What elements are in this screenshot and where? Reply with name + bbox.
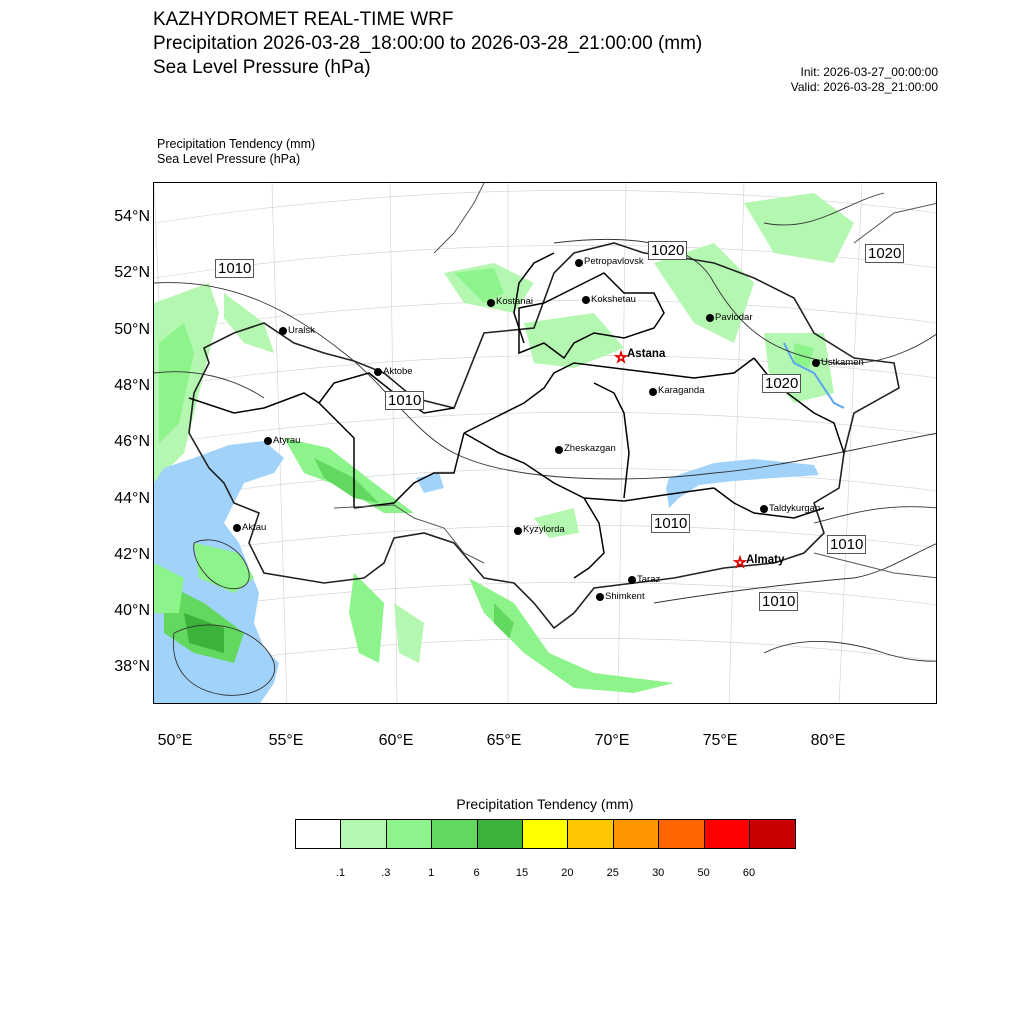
aral-sea <box>416 473 444 493</box>
capital-star-icon: ☆ <box>614 349 628 365</box>
city-label-ustkamen: Ustkamen <box>821 357 864 368</box>
city-label-taraz: Taraz <box>637 574 661 585</box>
colorbar-swatch <box>341 820 386 848</box>
graticule <box>154 183 937 704</box>
lon-label: 65°E <box>486 732 522 749</box>
lat-label: 48°N <box>114 377 150 394</box>
city-label-petropavlovsk: Petropavlovsk <box>584 256 644 267</box>
city-label-karaganda: Karaganda <box>658 385 705 396</box>
colorbar-tick-label: 60 <box>742 867 756 879</box>
city-marker <box>264 437 272 445</box>
chart-title-line1: KAZHYDROMET REAL-TIME WRF <box>153 9 454 30</box>
city-marker <box>596 593 604 601</box>
colorbar-swatch <box>478 820 523 848</box>
lat-label: 50°N <box>114 321 150 338</box>
colorbar-swatch <box>432 820 477 848</box>
city-label-shimkent: Shimkent <box>605 591 645 602</box>
lon-label: 80°E <box>810 732 846 749</box>
lat-label: 52°N <box>114 264 150 281</box>
city-label-almaty: Almaty <box>746 554 785 566</box>
isobar-label: 1020 <box>648 241 687 260</box>
colorbar-title: Precipitation Tendency (mm) <box>456 796 634 812</box>
city-label-pavlodar: Pavlodar <box>715 312 753 323</box>
colorbar-swatch <box>296 820 341 848</box>
isobars <box>154 193 937 695</box>
isobar-label: 1010 <box>385 391 424 410</box>
city-label-atyrau: Atyrau <box>273 435 301 446</box>
colorbar-swatch <box>614 820 659 848</box>
isobar-label: 1010 <box>215 259 254 278</box>
init-time: Init: 2026-03-27_00:00:00 <box>800 65 938 79</box>
isobar-label: 1010 <box>651 514 690 533</box>
colorbar-tick-label: 30 <box>652 867 665 879</box>
map-subtitle-precip: Precipitation Tendency (mm) <box>157 137 316 151</box>
valid-time: Valid: 2026-03-28_21:00:00 <box>790 80 938 94</box>
city-label-taldykurgan: Taldykurgan <box>769 503 821 514</box>
colorbar-tick-label: 15 <box>515 867 529 879</box>
city-label-aktau: Aktau <box>242 522 267 533</box>
colorbar-swatch <box>387 820 432 848</box>
city-marker <box>628 576 636 584</box>
lat-label: 44°N <box>114 490 150 507</box>
neighbour-borders <box>334 183 937 578</box>
city-marker <box>487 299 495 307</box>
lon-label: 70°E <box>594 732 630 749</box>
city-marker <box>514 527 522 535</box>
isobar-label: 1010 <box>759 592 798 611</box>
lon-label: 50°E <box>157 732 193 749</box>
map-canvas <box>154 183 937 704</box>
city-label-uralsk: Uralsk <box>288 325 315 336</box>
lat-label: 42°N <box>114 546 150 563</box>
city-marker <box>233 524 241 532</box>
city-marker <box>812 359 820 367</box>
city-label-astana: Astana <box>627 348 666 360</box>
city-marker <box>575 259 583 267</box>
capital-star-icon: ☆ <box>733 554 747 570</box>
lat-label: 46°N <box>114 433 150 450</box>
colorbar-tick-label: .3 <box>381 867 391 879</box>
colorbar-tick-label: 6 <box>473 867 480 879</box>
lat-label: 40°N <box>114 602 150 619</box>
lon-label: 60°E <box>378 732 414 749</box>
map-panel <box>153 182 937 704</box>
lon-label: 75°E <box>702 732 738 749</box>
city-label-kyzylorda: Kyzylorda <box>523 524 565 535</box>
colorbar-tick-label: 50 <box>697 867 710 879</box>
city-marker <box>649 388 657 396</box>
lat-label: 38°N <box>114 658 150 675</box>
colorbar-swatch <box>705 820 750 848</box>
city-marker <box>706 314 714 322</box>
colorbar-swatch <box>750 820 795 848</box>
lon-label: 55°E <box>268 732 304 749</box>
colorbar <box>295 819 796 849</box>
isobar-label: 1020 <box>865 244 904 263</box>
colorbar-tick-label: .1 <box>335 867 345 879</box>
city-marker <box>760 505 768 513</box>
colorbar-tick-label: 25 <box>606 867 619 879</box>
lat-label: 54°N <box>114 208 150 225</box>
colorbar-swatch <box>568 820 613 848</box>
chart-title-line2: Precipitation 2026-03-28_18:00:00 to 2026-03-28_21:00:00 (mm) <box>153 33 703 54</box>
city-marker <box>555 446 563 454</box>
colorbar-swatch <box>523 820 568 848</box>
isobar-label: 1020 <box>762 374 801 393</box>
isobar-label: 1010 <box>827 535 866 554</box>
city-label-kostanai: Kostanai <box>496 296 533 307</box>
colorbar-tick-label: 1 <box>428 867 435 879</box>
map-subtitle-slp: Sea Level Pressure (hPa) <box>157 152 301 166</box>
chart-title-line3: Sea Level Pressure (hPa) <box>153 57 371 78</box>
city-label-zheskazgan: Zheskazgan <box>564 443 616 454</box>
city-marker <box>582 296 590 304</box>
lake-balkhash <box>666 459 819 508</box>
city-label-aktobe: Aktobe <box>383 366 413 377</box>
city-marker <box>374 368 382 376</box>
city-marker <box>279 327 287 335</box>
colorbar-swatch <box>659 820 704 848</box>
colorbar-tick-label: 20 <box>561 867 574 879</box>
city-label-kokshetau: Kokshetau <box>591 294 636 305</box>
